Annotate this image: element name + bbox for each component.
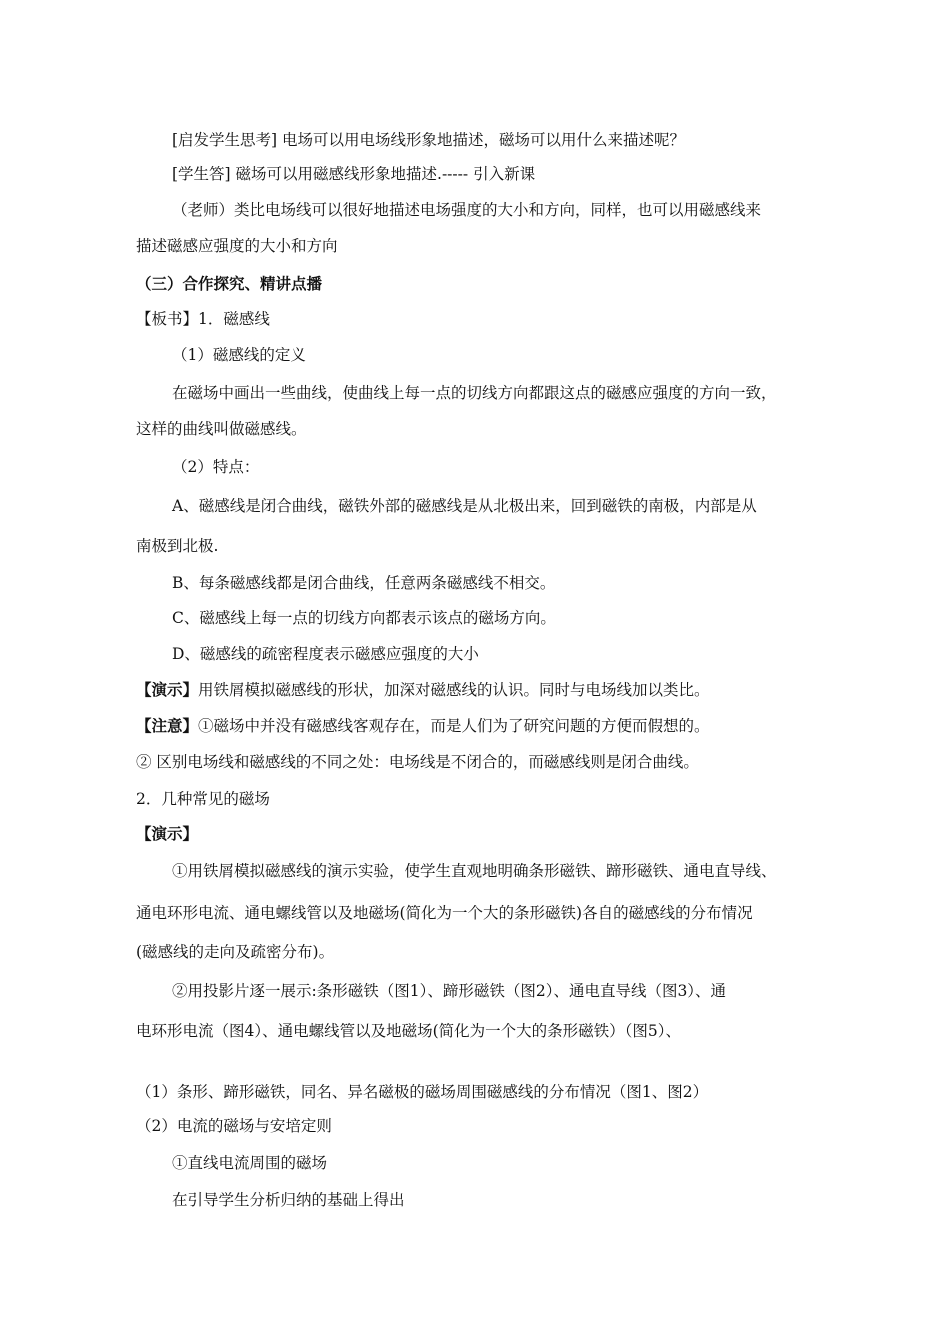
paragraph-teacher-analogy: （老师）类比电场线可以很好地描述电场强度的大小和方向，同样，也可以用磁感线来 [172, 201, 762, 219]
paragraph-demo-iron-filings: 【演示】用铁屑模拟磁感线的形状，加深对磁感线的认识。同时与电场线加以类比。 [136, 680, 710, 699]
paragraph-conclusion: 在引导学生分析归纳的基础上得出 [172, 1191, 405, 1209]
paragraph-demo-2: ②用投影片逐一展示:条形磁铁（图1）、蹄形磁铁（图2）、通电直导线（图3）、通 [172, 982, 727, 1000]
note-label: 【注意】 [136, 716, 199, 735]
section-heading-3: （三）合作探究、精讲点播 [136, 274, 323, 293]
board-heading-magnetic-lines: 【板书】1．磁感线 [136, 310, 270, 328]
demo-label: 【演示】 [136, 680, 199, 699]
paragraph-current-field: （2）电流的磁场与安培定则 [136, 1117, 332, 1135]
subheading-definition: （1）磁感线的定义 [172, 346, 306, 364]
demo-heading: 【演示】 [136, 824, 199, 843]
feature-a-cont: 南极到北极. [136, 537, 219, 555]
paragraph-teacher-analogy-cont: 描述磁感应强度的大小和方向 [136, 237, 338, 255]
paragraph-prompt-question: [启发学生思考] 电场可以用电场线形象地描述，磁场可以用什么来描述呢？ [172, 131, 686, 149]
paragraph-note: 【注意】①磁场中并没有磁感线客观存在，而是人们为了研究问题的方便而假想的。 [136, 716, 710, 735]
feature-c: C、磁感线上每一点的切线方向都表示该点的磁场方向。 [172, 609, 556, 627]
paragraph-demo-2-cont: 电环形电流（图4）、通电螺线管以及地磁场(简化为一个大的条形磁铁）（图5）、 [136, 1022, 682, 1040]
paragraph-student-answer: [学生答] 磁场可以用磁感线形象地描述.----- 引入新课 [172, 165, 536, 183]
feature-a: A、磁感线是闭合曲线，磁铁外部的磁感线是从北极出来，回到磁铁的南极，内部是从 [172, 497, 757, 515]
paragraph-definition-cont: 这样的曲线叫做磁感线。 [136, 420, 307, 438]
paragraph-note-2: ② 区别电场线和磁感线的不同之处：电场线是不闭合的，而磁感线则是闭合曲线。 [136, 753, 699, 771]
feature-b: B、每条磁感线都是闭合曲线，任意两条磁感线不相交。 [172, 574, 556, 592]
feature-d: D、磁感线的疏密程度表示磁感应强度的大小 [172, 645, 479, 663]
paragraph-definition: 在磁场中画出一些曲线，使曲线上每一点的切线方向都跟这点的磁感应强度的方向一致， [172, 384, 777, 402]
paragraph-demo-1-cont: 通电环形电流、通电螺线管以及地磁场(简化为一个大的条形磁铁)各自的磁感线的分布情况 [136, 904, 753, 922]
paragraph-demo-1: ①用铁屑模拟磁感线的演示实验，使学生直观地明确条形磁铁、蹄形磁铁、通电直导线、 [172, 862, 777, 880]
paragraph-demo-1-cont-2: (磁感线的走向及疏密分布)。 [136, 943, 335, 961]
subheading-features: （2）特点： [172, 458, 260, 476]
paragraph-bar-horseshoe: （1）条形、蹄形磁铁，同名、异名磁极的磁场周围磁感线的分布情况（图1、图2） [136, 1083, 709, 1101]
paragraph-straight-current: ①直线电流周围的磁场 [172, 1154, 328, 1172]
heading-common-fields: 2．几种常见的磁场 [136, 790, 270, 808]
